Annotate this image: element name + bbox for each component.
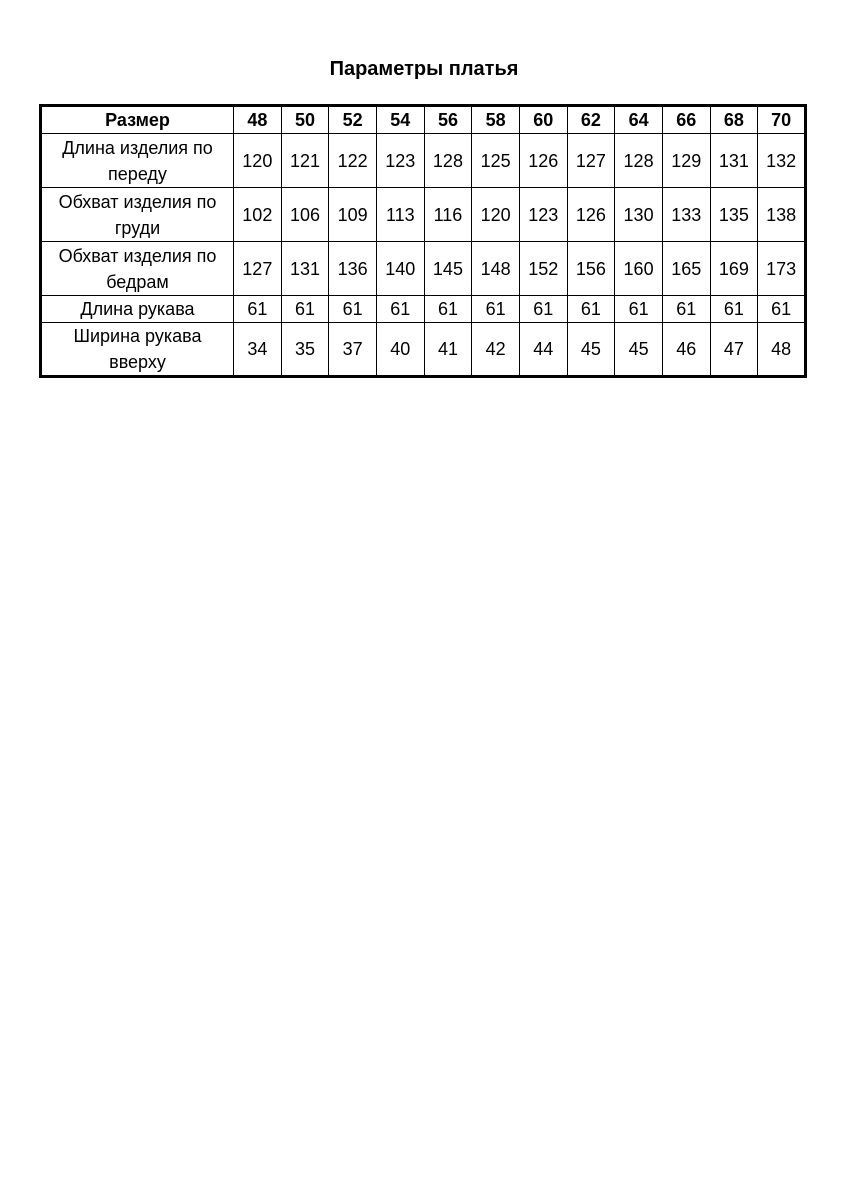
table-cell: 138 — [758, 188, 806, 242]
table-cell: 132 — [758, 134, 806, 188]
table-cell: 116 — [424, 188, 472, 242]
header-cell-size: 60 — [519, 106, 567, 134]
table-cell: 122 — [329, 134, 377, 188]
header-cell-size: 70 — [758, 106, 806, 134]
row-label: Длина рукава — [41, 296, 234, 323]
table-cell: 133 — [662, 188, 710, 242]
row-label: Длина изделия по переду — [41, 134, 234, 188]
table-cell: 46 — [662, 323, 710, 377]
table-cell: 169 — [710, 242, 758, 296]
table-cell: 45 — [567, 323, 615, 377]
table-cell: 130 — [615, 188, 663, 242]
table-cell: 40 — [376, 323, 424, 377]
table-cell: 152 — [519, 242, 567, 296]
table-cell: 35 — [281, 323, 329, 377]
table-cell: 45 — [615, 323, 663, 377]
header-cell-size: 66 — [662, 106, 710, 134]
table-cell: 61 — [710, 296, 758, 323]
table-cell: 156 — [567, 242, 615, 296]
header-cell-size: 50 — [281, 106, 329, 134]
size-table — [39, 104, 807, 378]
table-row — [41, 134, 806, 188]
header-cell-size: 52 — [329, 106, 377, 134]
row-label: Обхват изделия по груди — [41, 188, 234, 242]
table-cell: 61 — [329, 296, 377, 323]
table-header-row — [41, 106, 806, 134]
table-cell: 126 — [519, 134, 567, 188]
table-cell: 37 — [329, 323, 377, 377]
table-cell: 131 — [710, 134, 758, 188]
header-cell-size: 62 — [567, 106, 615, 134]
table-row — [41, 242, 806, 296]
table-cell: 61 — [424, 296, 472, 323]
row-label: Обхват изделия по бедрам — [41, 242, 234, 296]
table-cell: 131 — [281, 242, 329, 296]
table-cell: 123 — [376, 134, 424, 188]
table-cell: 148 — [472, 242, 520, 296]
table-cell: 61 — [758, 296, 806, 323]
table-cell: 127 — [234, 242, 282, 296]
table-cell: 61 — [567, 296, 615, 323]
table-cell: 123 — [519, 188, 567, 242]
table-cell: 61 — [376, 296, 424, 323]
table-cell: 120 — [472, 188, 520, 242]
table-cell: 145 — [424, 242, 472, 296]
table-row — [41, 296, 806, 323]
table-cell: 44 — [519, 323, 567, 377]
table-row — [41, 188, 806, 242]
header-cell-size: 54 — [376, 106, 424, 134]
header-cell-size-label: Размер — [41, 106, 234, 134]
table-cell: 61 — [281, 296, 329, 323]
table-cell: 165 — [662, 242, 710, 296]
table-cell: 109 — [329, 188, 377, 242]
header-cell-size: 56 — [424, 106, 472, 134]
header-cell-size: 64 — [615, 106, 663, 134]
table-cell: 102 — [234, 188, 282, 242]
table-cell: 41 — [424, 323, 472, 377]
table-cell: 140 — [376, 242, 424, 296]
table-cell: 125 — [472, 134, 520, 188]
table-cell: 129 — [662, 134, 710, 188]
table-cell: 61 — [234, 296, 282, 323]
table-cell: 126 — [567, 188, 615, 242]
table-cell: 34 — [234, 323, 282, 377]
table-cell: 61 — [662, 296, 710, 323]
table-cell: 121 — [281, 134, 329, 188]
table-cell: 173 — [758, 242, 806, 296]
row-label: Ширина рукава вверху — [41, 323, 234, 377]
table-cell: 106 — [281, 188, 329, 242]
table-cell: 113 — [376, 188, 424, 242]
table-cell: 42 — [472, 323, 520, 377]
table-cell: 160 — [615, 242, 663, 296]
table-cell: 135 — [710, 188, 758, 242]
table-cell: 61 — [615, 296, 663, 323]
table-cell: 61 — [519, 296, 567, 323]
table-row — [41, 323, 806, 377]
table-cell: 128 — [424, 134, 472, 188]
header-cell-size: 58 — [472, 106, 520, 134]
table-cell: 136 — [329, 242, 377, 296]
table-cell: 128 — [615, 134, 663, 188]
table-cell: 47 — [710, 323, 758, 377]
table-cell: 48 — [758, 323, 806, 377]
table-cell: 127 — [567, 134, 615, 188]
table-cell: 120 — [234, 134, 282, 188]
header-cell-size: 48 — [234, 106, 282, 134]
header-cell-size: 68 — [710, 106, 758, 134]
table-cell: 61 — [472, 296, 520, 323]
page-title: Параметры платья — [329, 58, 519, 80]
